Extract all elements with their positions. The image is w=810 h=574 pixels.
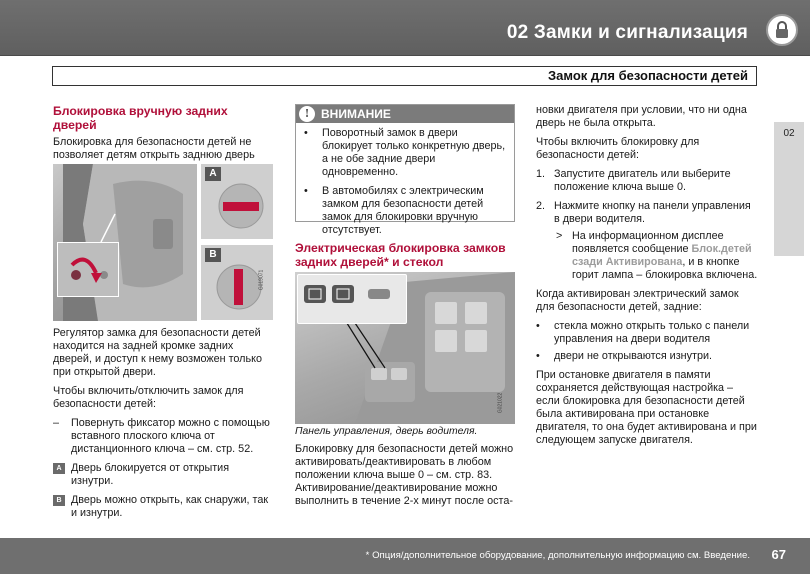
item-b-tag: B [53,495,65,506]
chapter-side-tab [774,122,804,256]
section-title: Замок для безопасности детей [548,68,748,83]
warning-item [304,127,508,179]
rear-item [536,350,758,363]
step-1-text: Запустите двигатель или выберите положение ключа выше 0. [554,168,731,193]
step-2-text: Нажмите кнопку на панели управления в двери водителя. [554,200,751,225]
item-b-text: Дверь можно открыть, как снаружи, так и изнутри. [71,494,269,519]
bullet-mark: • [536,350,540,362]
electric-lock-text: Блокировку для безопасности детей можно активировать/деактивировать в любом положении ключа выше 0 – см. стр. 83. Активирование/деактивирование можно выполнить в течение 2-х минут после оста- [295,443,514,507]
column-2-heading [295,241,515,269]
lock-icon [766,14,798,46]
warning-item [304,185,508,237]
dash-item-text: Повернуть фиксатор можно с помощью вставного плоского ключа от дистанционного ключа – см. стр. 52. [71,417,270,455]
chapter-title: 02 Замки и сигнализация [506,22,748,43]
column-3 [536,104,758,447]
position-b-panel [201,245,273,320]
step-2-number: 2. [536,200,546,212]
warning-item-text: В автомобилях с электрическим замком для безопасности детей замок для блокировки вручную отсутствует. [322,185,484,236]
column-1-lower [53,327,273,520]
bullet-mark: • [304,127,308,139]
rear-item [536,320,758,346]
rear-item-text: стекла можно открыть только с панели управления на двери водителя [554,320,750,345]
result-text-b: , и в кнопке горит лампа – блокировка включена. [572,256,758,281]
page-number: 67 [771,547,786,562]
step-1-number: 1. [536,168,546,180]
header-band [0,0,810,56]
position-a-panel [201,164,273,239]
item-a-text: Дверь блокируется от открытия изнутри. [71,462,230,487]
dash-list-item [53,417,273,456]
step-1 [536,168,758,194]
enable-text: Чтобы включить/отключить замок для безопасности детей: [53,385,244,410]
figure-control-panel [295,272,515,424]
bullet-mark: • [536,320,540,332]
item-a [53,462,273,488]
dash-mark: – [53,417,60,429]
figure-door-lock [53,164,273,321]
item-b [53,494,273,520]
activated-text: Когда активирован электрический замок для безопасности детей, задние: [536,288,739,313]
column-2-lower [295,426,515,508]
result-mark: > [556,230,563,242]
memory-text: При остановке двигателя в памяти сохраняется действующая настройка – если блокировка для безопасности детей была активирована при остановке двигателя, то она будет активирована и при следующем запуске двигателя. [536,369,757,446]
continued-text: новки двигателя при условии, что ни одна дверь не была открыта. [536,104,747,129]
warning-item-text: Поворотный замок в двери блокирует только конкретную дверь, а не обе задние двери одновременно. [322,127,506,178]
enable-electric-text: Чтобы включить блокировку для безопасности детей: [536,136,700,161]
figure-code: G019071 [258,269,265,291]
warning-box [295,104,515,236]
footnote: * Опция/дополнительное оборудование, дополнительную информацию см. Введение. [365,550,750,561]
display-message: Блок.детей сзади Активирована [572,243,752,268]
position-a-label: A [205,167,221,181]
step-2 [536,200,758,226]
result-text-a: На информационном дисплее появляется сообщение [572,230,724,255]
regulator-text: Регулятор замка для безопасности детей находится на задней кромке задних дверей, и доступ к нему возможен только при открытой двери. [53,327,262,378]
heading-manual-lock: Блокировка вручную задних дверей [53,104,228,132]
intro-text: Блокировка для безопасности детей не позволяет детям открыть заднюю дверь [53,136,255,161]
warning-body [296,123,514,237]
position-b-label: B [205,248,221,262]
lock-buttons-inset [297,274,407,324]
door-edge-photo [53,164,197,321]
rear-item-text: двери не открываются изнутри. [554,350,712,362]
footer-band [0,538,810,574]
side-tab-label: 02 [783,128,795,139]
step-2-result [554,230,758,282]
warning-icon: ! [299,106,315,122]
bullet-mark: • [304,185,308,197]
heading-electric-lock: Электрическая блокировка замков задних дверей* и стекол [295,241,506,269]
item-a-tag: A [53,463,65,474]
section-bar [52,66,757,86]
warning-title: ВНИМАНИЕ [321,107,391,121]
warning-header [296,105,514,123]
lock-regulator-inset [57,242,119,297]
figure-code: G021022 [497,392,504,414]
figure-caption: Панель управления, дверь водителя. [295,426,478,437]
